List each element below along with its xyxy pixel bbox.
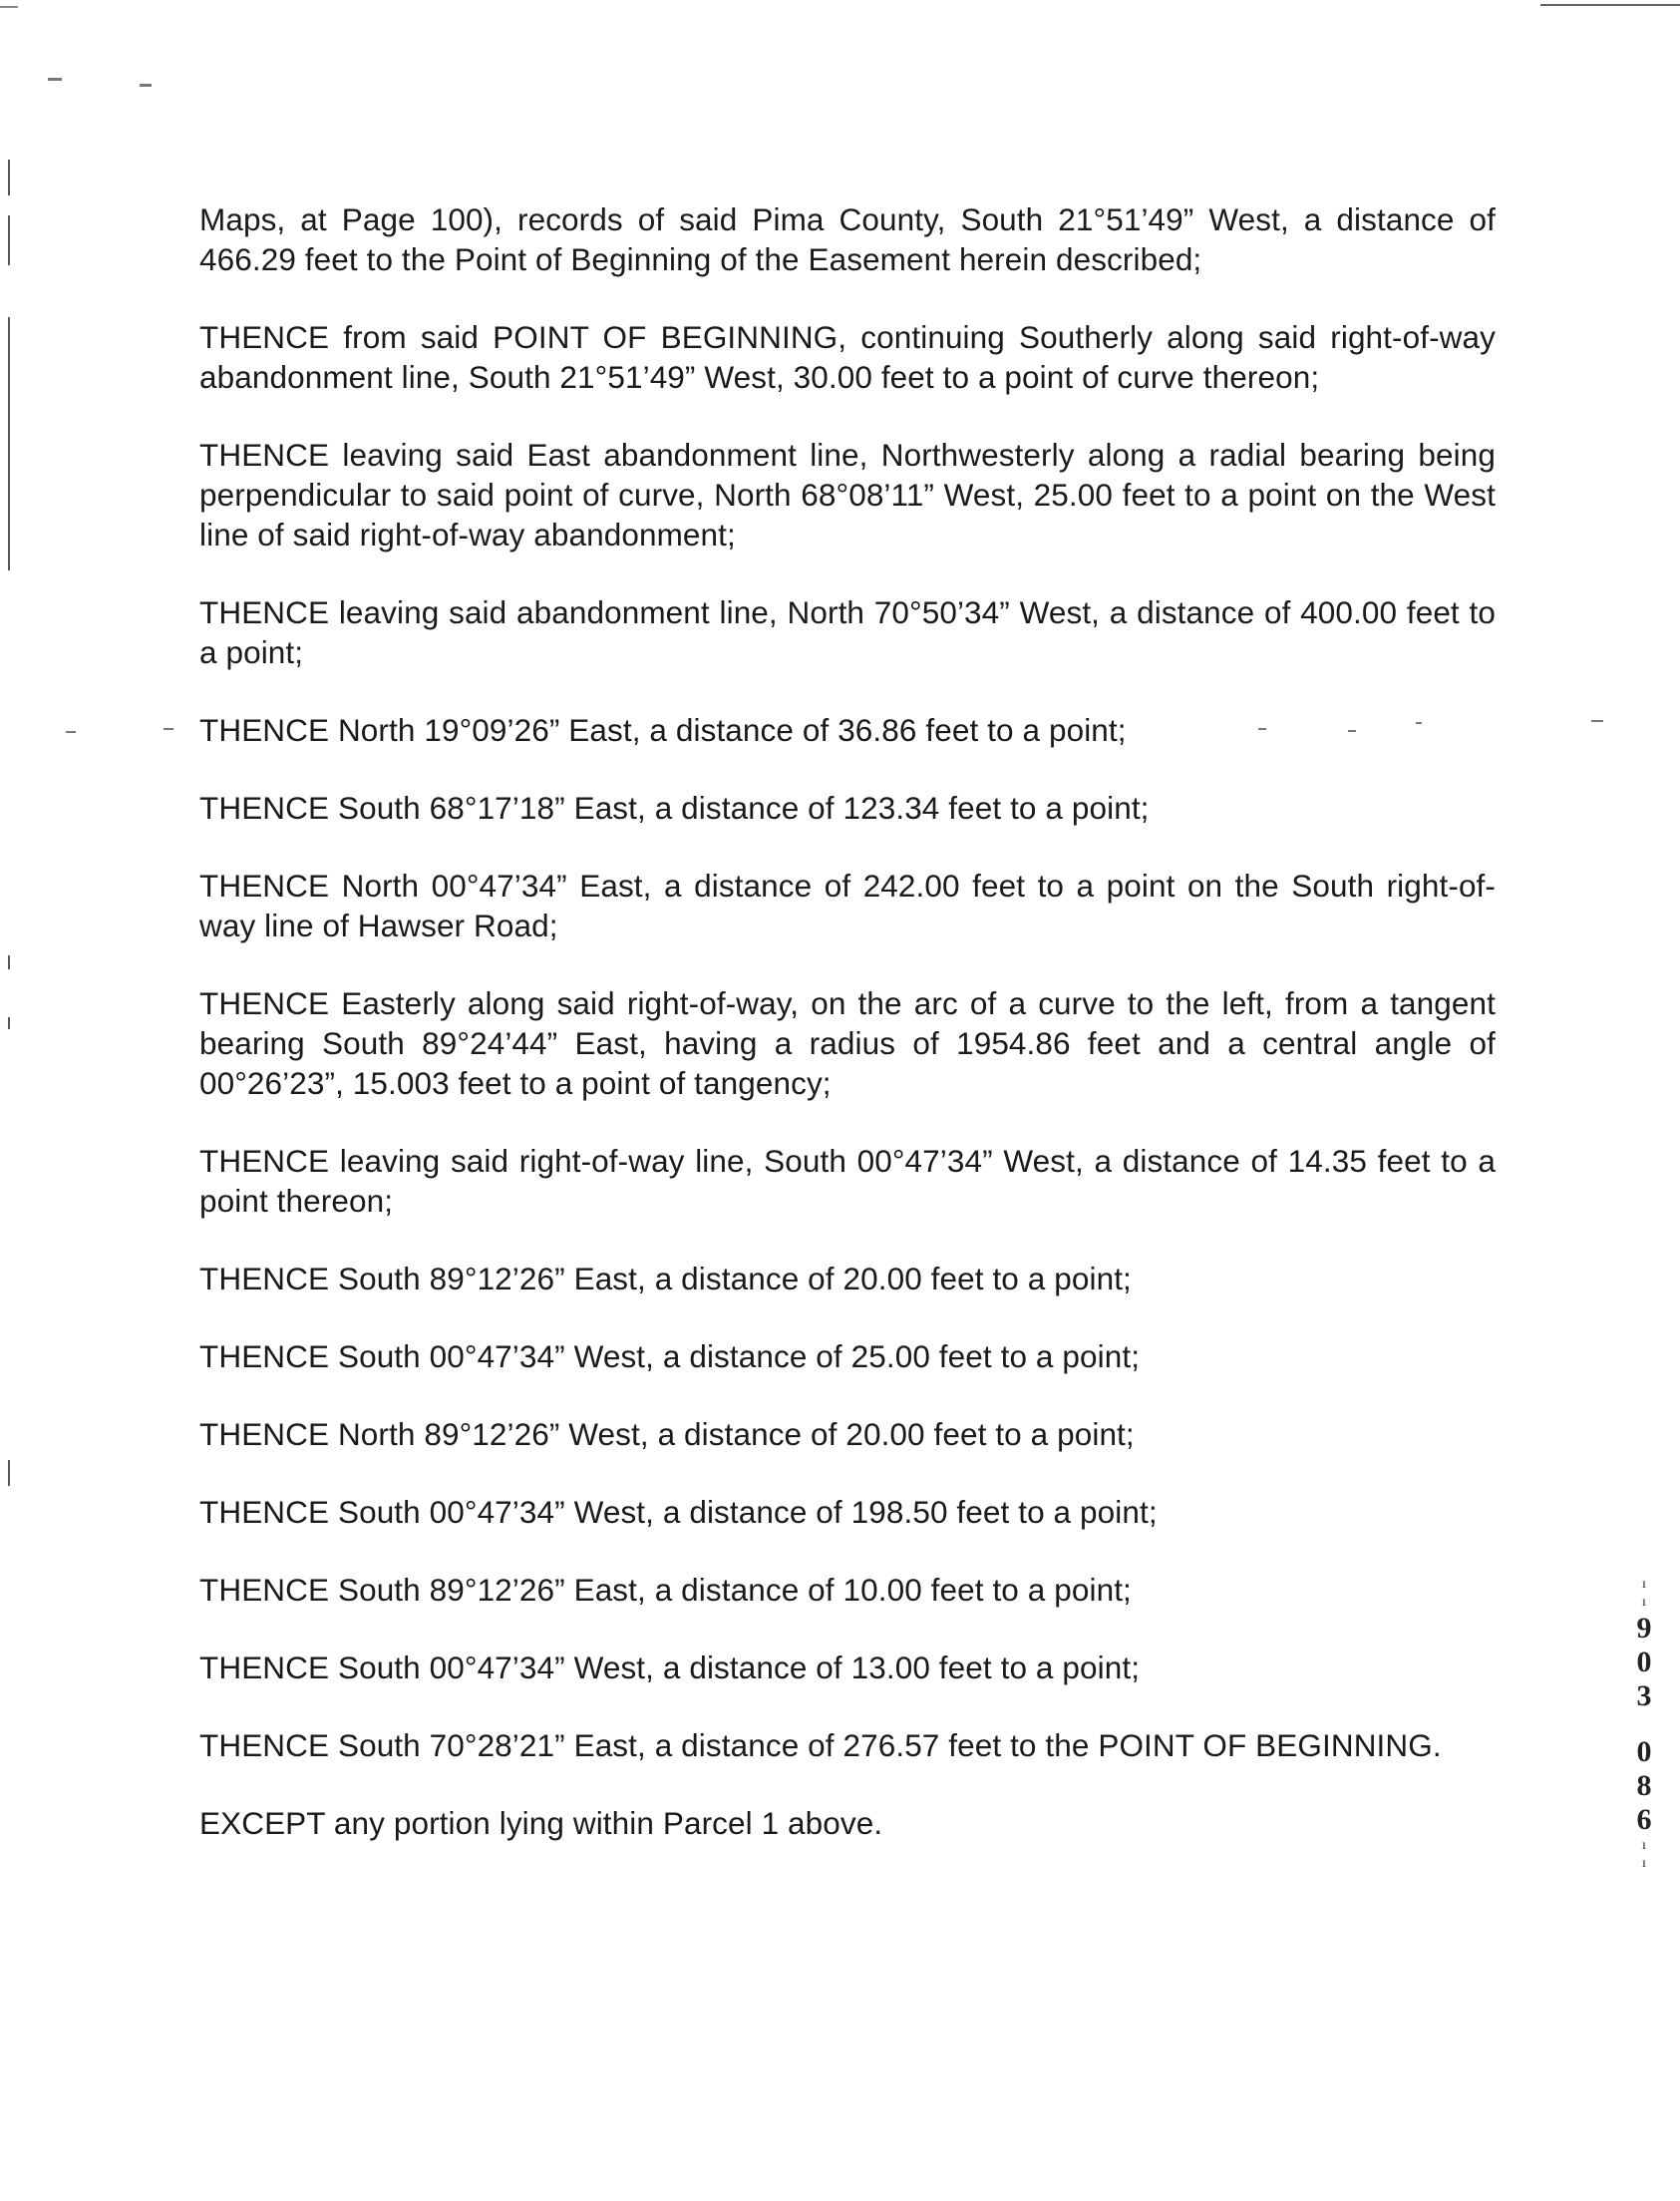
paragraph-course-15: THENCE South 70°28’21” East, a distance of 276.57 feet to the POINT OF BEGINNING. — [199, 1727, 1442, 1763]
document-body — [199, 199, 1496, 1881]
paragraph-course-1: THENCE from said POINT OF BEGINNING, continuing Southerly along said right-of-way abandonment line, South 21°51’49” West, 30.00 feet to a point of curve thereon; — [199, 319, 1496, 395]
recording-stamp: ı ı 9 0 3 0 8 6 ı ı — [1636, 1577, 1652, 1871]
scan-artifact-speck — [48, 78, 62, 81]
paragraph-course-3: THENCE leaving said abandonment line, North 70°50’34” West, a distance of 400.00 feet to a point; — [199, 594, 1496, 670]
scan-artifact-dash — [0, 6, 18, 8]
paragraph-course-7: THENCE Easterly along said right-of-way, on the arc of a curve to the left, from a tangent bearing South 89°24’44” East, having a radius of 1954.86 feet and a central angle of 00°26’23”, 15.003 feet to a point of tangency; — [199, 985, 1496, 1101]
scan-artifact-margin-line — [8, 317, 10, 570]
paragraph-exception: EXCEPT any portion lying within Parcel 1 above. — [199, 1805, 883, 1841]
scan-artifact-margin-line — [8, 160, 10, 195]
paragraph-course-2: THENCE leaving said East abandonment line, Northwesterly along a radial bearing being perpendicular to said point of curve, North 68°08’11” West, 25.00 feet to a point on the West line of said right-of-way abandonment; — [199, 437, 1496, 552]
scan-artifact-speck — [140, 84, 152, 87]
stamp-digit: 3 — [1636, 1679, 1652, 1712]
stamp-digit: 9 — [1636, 1612, 1652, 1645]
stamp-digit: 6 — [1636, 1803, 1652, 1836]
scan-artifact-speck — [66, 731, 76, 733]
paragraph-course-6: THENCE North 00°47’34” East, a distance of 242.00 feet to a point on the South right-of-way line of Hawser Road; — [199, 868, 1496, 943]
scan-artifact-margin-line — [8, 1460, 10, 1486]
scan-artifact-margin-line — [8, 1017, 10, 1029]
paragraph-course-11: THENCE North 89°12’26” West, a distance of 20.00 feet to a point; — [199, 1416, 1135, 1452]
paragraph-intro: Maps, at Page 100), records of said Pima County, South 21°51’49” West, a distance of 466.29 feet to the Point of Beginning of the Easement herein described; — [199, 201, 1496, 277]
paragraph-course-4: THENCE North 19°09’26” East, a distance of 36.86 feet to a point; — [199, 712, 1127, 748]
stamp-digit: 0 — [1636, 1735, 1652, 1768]
paragraph-course-9: THENCE South 89°12’26” East, a distance of 20.00 feet to a point; — [199, 1261, 1132, 1296]
scan-artifact-top-line — [1540, 4, 1680, 6]
scan-artifact-speck — [164, 728, 173, 730]
stamp-digit: 8 — [1636, 1769, 1652, 1802]
paragraph-course-13: THENCE South 89°12’26” East, a distance of 10.00 feet to a point; — [199, 1572, 1132, 1608]
paragraph-course-12: THENCE South 00°47’34” West, a distance of 198.50 feet to a point; — [199, 1494, 1158, 1530]
stamp-digit: 0 — [1636, 1646, 1652, 1678]
paragraph-course-8: THENCE leaving said right-of-way line, South 00°47’34” West, a distance of 14.35 feet to a point thereon; — [199, 1143, 1496, 1219]
paragraph-course-14: THENCE South 00°47’34” West, a distance of 13.00 feet to a point; — [199, 1650, 1141, 1685]
scan-artifact-margin-line — [8, 215, 10, 265]
paragraph-course-5: THENCE South 68°17’18” East, a distance of 123.34 feet to a point; — [199, 790, 1150, 826]
scan-artifact-speck — [1591, 720, 1603, 722]
scan-artifact-margin-line — [8, 955, 10, 969]
paragraph-course-10: THENCE South 00°47’34” West, a distance of 25.00 feet to a point; — [199, 1338, 1141, 1374]
